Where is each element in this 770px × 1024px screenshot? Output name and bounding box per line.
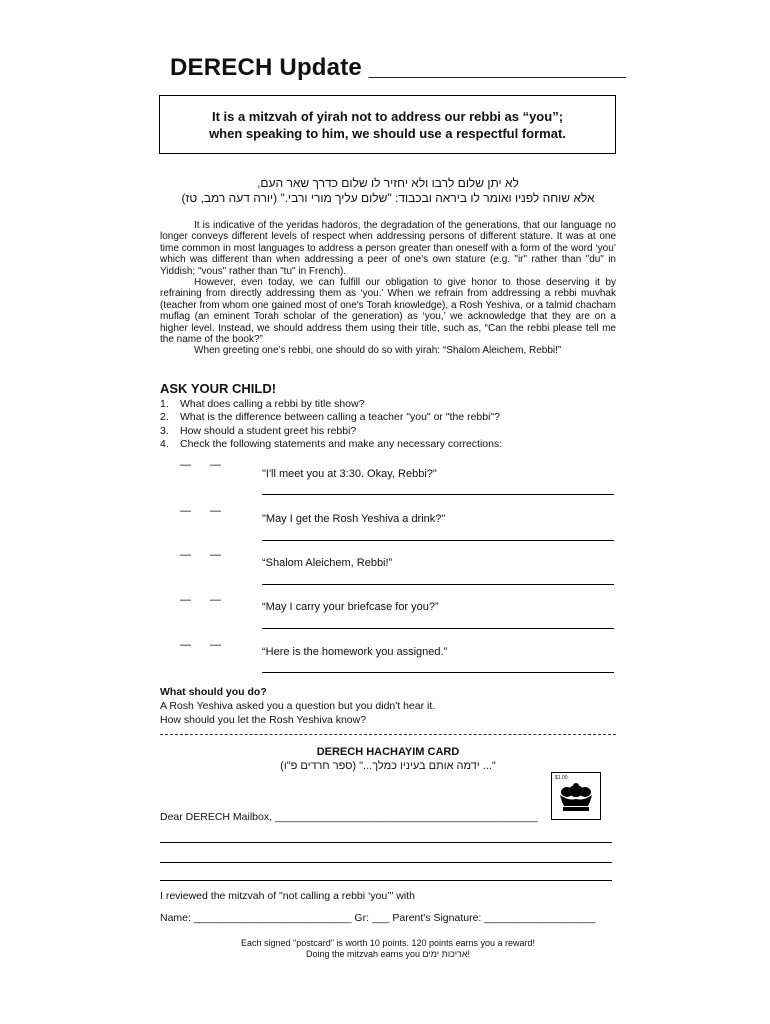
question-item	[160, 438, 616, 451]
hebrew-source-line-2: אלא שוחה לפניו ואומר לו ביראה ובכבוד: "שלום עליך מורי ורבי." (יורה דעה רמב, טז)	[181, 191, 595, 205]
correction-line[interactable]	[262, 628, 614, 629]
paragraph-2: However, even today, we can fulfill our obligation to give honor to those deserving it by refraining from directly addressing them as ‘you.’ When we refrain from addressing a rebbi muvhak (teacher from whom one gained most of one's Torah knowledge), a Rosh Yeshiva, or a talmid chacham muflag (an eminent Torah scholar of the generation) as ‘you,’ we acknowledge that they are on a higher level. Instead, we should address them using their title, such as, “Can the rebbi please tell me the name of the book?”	[160, 277, 616, 346]
check-blank[interactable]: —	[180, 594, 191, 606]
question-text: What is the difference between calling a teacher "you" or "the rebbi"?	[180, 411, 500, 424]
correction-line[interactable]	[262, 494, 614, 495]
statement-5: “Here is the homework you assigned.”	[262, 646, 448, 658]
check-blank[interactable]: —	[210, 549, 221, 561]
check-blank[interactable]: —	[180, 549, 191, 561]
question-item	[160, 398, 616, 411]
statement-3: “Shalom Aleichem, Rebbi!”	[262, 557, 393, 569]
question-text: What does calling a rebbi by title show?	[180, 398, 365, 410]
message-line[interactable]	[160, 880, 612, 881]
postage-stamp	[551, 772, 601, 820]
paragraph-3: When greeting one’s rebbi, one should do so with yirah: “Shalom Aleichem, Rebbi!”	[194, 345, 562, 357]
question-list	[160, 398, 616, 452]
hebrew-source-line-1: לא יתן שלום לרבו ולא יחזיר לו שלום כדרך שאר העם,	[257, 176, 519, 190]
cut-line	[160, 734, 616, 735]
page-title: DERECH Update ___________________	[170, 54, 627, 81]
ask-heading: ASK YOUR CHILD!	[160, 381, 277, 396]
check-blank[interactable]: —	[210, 459, 221, 471]
statement-1: "I'll meet you at 3:30. Okay, Rebbi?"	[262, 468, 437, 480]
card-title: DERECH HACHAYIM CARD	[316, 746, 460, 758]
correction-line[interactable]	[262, 584, 614, 585]
question-item	[160, 411, 616, 424]
dear-line[interactable]: Dear DERECH Mailbox, _____________________________________________	[160, 811, 538, 823]
statement-4: “May I carry your briefcase for you?”	[262, 601, 439, 613]
check-blank[interactable]: —	[210, 505, 221, 517]
question-item	[160, 425, 616, 438]
signature-row[interactable]: Name: ___________________________ Gr: ___ Parent's Signature: ___________________	[160, 912, 596, 924]
question-text: Check the following statements and make any necessary corrections:	[180, 438, 503, 451]
mitzvah-box	[159, 95, 616, 154]
message-line[interactable]	[160, 842, 612, 843]
reward-note: Doing the mitzvah earns you אריכות ימים!	[305, 949, 471, 959]
question-text: How should a student greet his rebbi?	[180, 424, 357, 437]
message-line[interactable]	[160, 862, 612, 863]
card-hebrew-quote: "... ידמה אותם בעיניו כמלך..." (ספר חרדים פ"ו)	[280, 760, 496, 772]
question-number: 3.	[160, 424, 169, 437]
mitzvah-line-1: It is a mitzvah of yirah not to address our rebbi as “you”;	[211, 109, 564, 124]
points-note: Each signed "postcard" is worth 10 points. 120 points earns you a reward!	[240, 938, 536, 948]
check-blank[interactable]: —	[180, 459, 191, 471]
question-number: 1.	[160, 398, 169, 410]
question-number: 4.	[160, 438, 169, 451]
correction-line[interactable]	[262, 672, 614, 673]
crown-icon	[552, 773, 600, 819]
what-line-2: How should you let the Rosh Yeshiva know?	[160, 714, 367, 726]
check-blank[interactable]: —	[180, 639, 191, 651]
check-blank[interactable]: —	[210, 594, 221, 606]
check-blank[interactable]: —	[210, 639, 221, 651]
what-line-1: A Rosh Yeshiva asked you a question but you didn't hear it.	[160, 700, 436, 712]
stamp-price: $1.00	[555, 775, 568, 781]
reviewed-line: I reviewed the mitzvah of "not calling a rebbi ‘you’" with	[160, 890, 415, 902]
paragraph-1: It is indicative of the yeridas hadoros, the degradation of the generations, that our language no longer conveys different levels of respect when addressing persons of different stature. It was at one time common in most languages to address a person greater than oneself with a form of the word ‘you’ which was different than when addressing a peer of one's own stature (e.g. "ir" rather than "du" in Yiddish; "vous" rather than "tu" in French).	[160, 220, 616, 277]
body-text	[160, 220, 616, 357]
correction-line[interactable]	[262, 540, 614, 541]
question-number: 2.	[160, 411, 169, 424]
what-heading: What should you do?	[160, 686, 267, 698]
mitzvah-line-2: when speaking to him, we should use a respectful format.	[209, 126, 566, 141]
check-blank[interactable]: —	[180, 505, 191, 517]
statement-2: "May I get the Rosh Yeshiva a drink?"	[262, 513, 446, 525]
